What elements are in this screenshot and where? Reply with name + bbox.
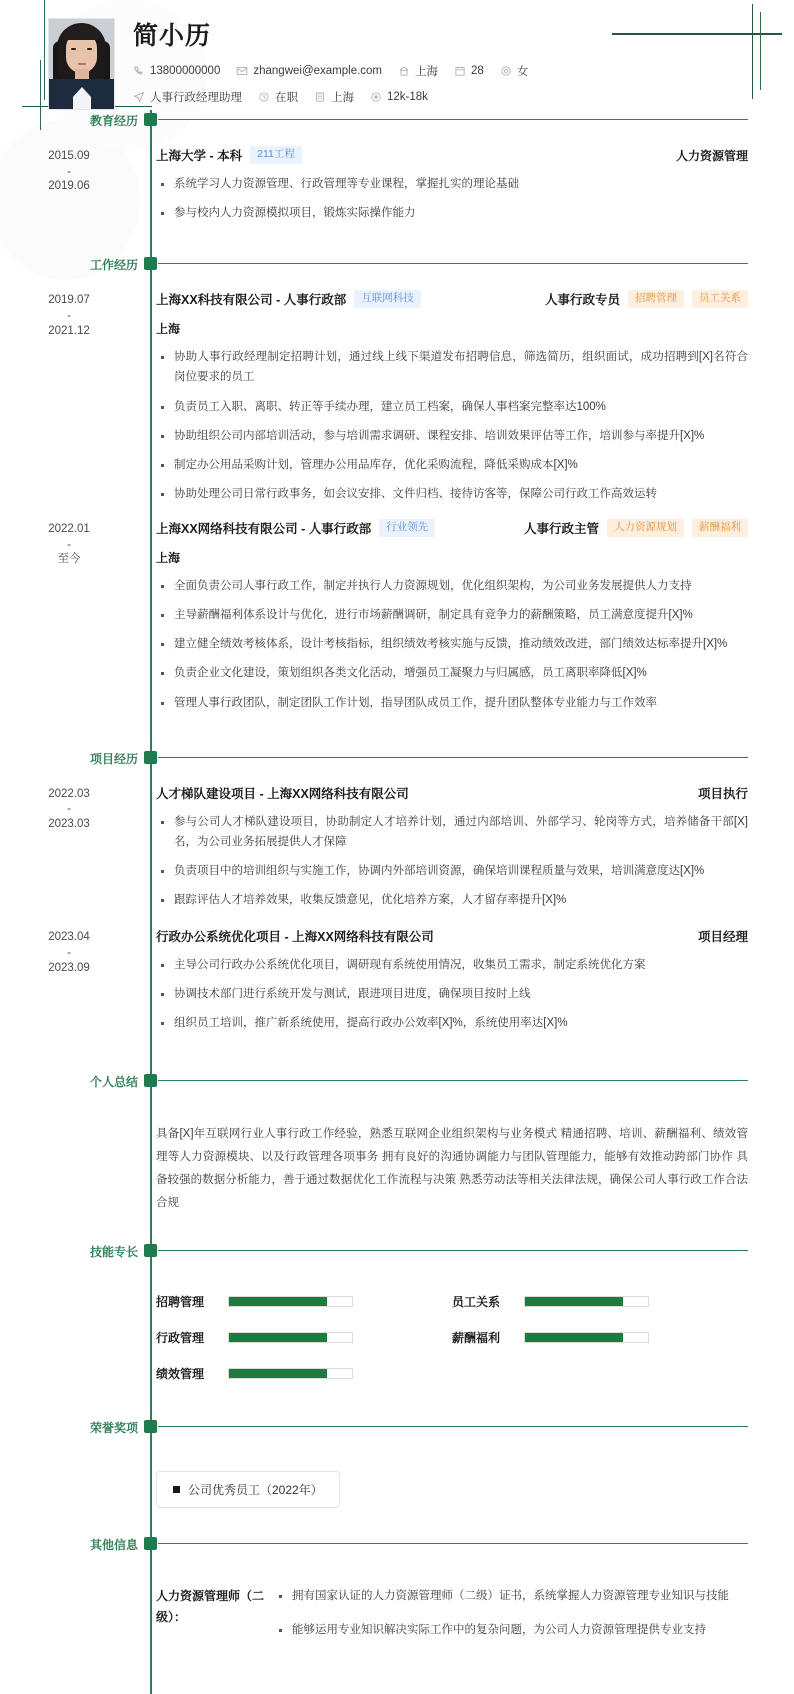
skill-progress-track — [228, 1332, 353, 1343]
date-start: 2023.04 — [48, 931, 90, 944]
skill-tag: 人力资源规划 — [607, 519, 684, 537]
job-objective-value: 人事行政经理助理 — [150, 92, 242, 104]
company-tag: 互联网科技 — [354, 290, 421, 308]
bullet-square-icon — [173, 1486, 180, 1493]
list-item: 负责企业文化建设，策划组织各类文化活动，增强员工凝聚力与归属感，员工离职率降低[X]% — [156, 663, 748, 683]
project-bullets — [156, 812, 748, 911]
job-objective — [133, 89, 242, 105]
expected-salary — [370, 91, 428, 103]
calendar-icon — [454, 65, 466, 77]
list-item: 能够运用专业知识解决实际工作中的复杂问题，为公司人力资源管理提供专业支持 — [274, 1620, 748, 1640]
school-name: 上海大学 - 本科 — [156, 149, 243, 163]
skill-item — [452, 1293, 748, 1310]
date-start: 2019.07 — [48, 294, 90, 307]
target-icon — [133, 91, 145, 103]
skill-progress-track — [524, 1296, 649, 1307]
section-title-summary: 个人总结 — [89, 1074, 138, 1089]
status-icon — [258, 91, 270, 103]
contact-email — [236, 65, 382, 77]
section-honors — [0, 1417, 794, 1508]
entry-dates — [0, 290, 138, 513]
list-item: 协调技术部门进行系统开发与测试，跟进项目进度，确保项目按时上线 — [156, 984, 748, 1004]
list-item: 建立健全绩效考核体系，设计考核指标，组织绩效考核实施与反馈，推动绩效改进，部门绩效达标率提升[X]% — [156, 634, 748, 654]
entry-dates-empty — [0, 1107, 138, 1215]
project-role: 项目经理 — [697, 930, 748, 945]
project-entry — [0, 770, 794, 920]
list-item: 管理人事行政团队，制定团队工作计划，指导团队成员工作，提升团队整体专业能力与工作效率 — [156, 693, 748, 713]
contact-age-value: 28 — [471, 65, 484, 77]
timeline-marker — [144, 1244, 157, 1257]
skill-label: 薪酬福利 — [452, 1330, 501, 1345]
section-title-skills: 技能专长 — [89, 1244, 138, 1259]
skill-item — [156, 1329, 452, 1346]
list-item: 拥有国家认证的人力资源管理师（二级）证书，系统掌握人力资源管理专业知识与技能 — [274, 1586, 748, 1606]
list-item: 参与校内人力资源模拟项目，锻炼实际操作能力 — [156, 203, 748, 223]
home-icon — [398, 65, 410, 77]
contact-city — [398, 63, 438, 79]
project-entry — [0, 919, 794, 1042]
job-title: 人事行政主管 — [523, 522, 599, 536]
timeline-marker — [144, 113, 157, 126]
job-status — [258, 89, 298, 105]
date-end: 至今 — [57, 553, 81, 566]
section-education — [0, 110, 794, 232]
work-entry — [0, 513, 794, 722]
resume-body — [0, 110, 794, 1694]
list-item: 组织员工培训，推广新系统使用，提高行政办公效率[X]%，系统使用率达[X]% — [156, 1013, 748, 1033]
date-end: 2019.06 — [48, 180, 90, 193]
skill-progress-track — [524, 1332, 649, 1343]
contact-age — [454, 65, 484, 77]
skill-item — [452, 1329, 748, 1346]
date-separator: - — [67, 803, 71, 816]
skill-progress-fill — [229, 1297, 327, 1306]
skill-progress-track — [228, 1296, 353, 1307]
date-separator: - — [67, 538, 71, 551]
company-name: 上海XX网络科技有限公司 - 人事行政部 — [156, 522, 372, 536]
section-title-other: 其他信息 — [89, 1537, 138, 1552]
major-name: 人力资源管理 — [675, 148, 748, 163]
page-title: 简小历 — [133, 22, 212, 50]
contact-email-value: zhangwei@example.com — [253, 65, 383, 77]
list-item: 跟踪评估人才培养效果，收集反馈意见，优化培养方案，人才留存率提升[X]% — [156, 890, 748, 910]
expected-salary-value: 12k-18k — [387, 91, 428, 103]
section-rule — [158, 119, 748, 120]
contact-phone-value: 13800000000 — [150, 65, 221, 77]
date-separator: - — [67, 310, 71, 323]
list-item: 全面负责公司人事行政工作，制定并执行人力资源规划，优化组织架构，为公司业务发展提供人力支持 — [156, 576, 748, 596]
entry-dates-empty — [0, 1570, 138, 1654]
date-start: 2022.01 — [48, 523, 90, 535]
list-item: 协助组织公司内部培训活动，参与培训需求调研、课程安排、培训效果评估等工作，培训参与率提升[X]% — [156, 426, 748, 446]
school-tag: 211工程 — [250, 146, 302, 164]
mail-icon — [236, 65, 248, 77]
project-name: 人才梯队建设项目 - 上海XX网络科技有限公司 — [156, 786, 409, 801]
entry-dates-empty — [0, 1277, 138, 1401]
honors-list — [156, 1453, 748, 1508]
date-end: 2023.03 — [48, 818, 90, 831]
work-location: 上海 — [156, 551, 181, 565]
company-name: 上海XX科技有限公司 - 人事行政部 — [156, 293, 347, 308]
section-title-honors: 荣誉奖项 — [89, 1420, 138, 1435]
timeline-marker — [144, 1074, 157, 1087]
section-skills — [0, 1241, 794, 1401]
summary-entry — [0, 1093, 794, 1215]
skill-tag: 薪酬福利 — [692, 519, 748, 537]
entry-dates-empty — [0, 1453, 138, 1508]
skill-progress-fill — [525, 1333, 623, 1342]
section-work — [0, 254, 794, 721]
skill-item — [156, 1293, 452, 1310]
list-item: 协助处理公司日常行政事务，如会议安排、文件归档、接待访客等，保障公司行政工作高效运转 — [156, 484, 748, 504]
section-other — [0, 1534, 794, 1654]
section-projects — [0, 748, 794, 1043]
skill-label: 员工关系 — [452, 1294, 501, 1309]
contact-gender-value: 女 — [516, 66, 529, 78]
date-start: 2022.03 — [48, 787, 90, 800]
work-bullets — [156, 347, 748, 504]
work-location: 上海 — [156, 322, 181, 337]
gender-icon — [500, 65, 512, 77]
job-title: 人事行政专员 — [544, 293, 620, 308]
skill-progress-fill — [229, 1369, 327, 1378]
section-title-work: 工作经历 — [89, 258, 138, 273]
skill-tag: 员工关系 — [692, 290, 748, 308]
certificate-label: 人力资源管理师（二级）： — [156, 1588, 265, 1624]
list-item: 参与公司人才梯队建设项目，协助制定人才培养计划，通过内部培训、外部学习、轮岗等方式，培养储备干部[X]名，为公司业务拓展提供人才保障 — [156, 812, 748, 852]
list-item: 负责员工入职、离职、转正等手续办理，建立员工档案，确保人事档案完整率达100% — [156, 397, 748, 417]
entry-dates — [0, 927, 138, 1042]
avatar — [48, 18, 115, 110]
job-city — [314, 89, 354, 105]
work-bullets — [156, 576, 748, 713]
skill-label: 行政管理 — [156, 1330, 205, 1345]
section-title-projects: 项目经历 — [89, 751, 138, 766]
timeline-marker — [144, 257, 157, 270]
honor-label: 公司优秀员工（2022年） — [188, 1482, 323, 1497]
company-tag: 行业领先 — [379, 519, 435, 537]
skill-label: 招聘管理 — [156, 1294, 205, 1309]
job-city-value: 上海 — [331, 92, 354, 104]
building-icon — [314, 91, 326, 103]
certificate-bullets — [274, 1586, 748, 1640]
skill-progress-track — [228, 1368, 353, 1379]
summary-text: 具备[X]年互联网行业人事行政工作经验，熟悉互联网企业组织架构与业务模式 精通招聘、培训、薪酬福利、绩效管理等人力资源模块、以及行政管理各项事务 拥有良好的沟通协调能力与团队管理能力，能够有效推动跨部门协作 具备较强的数据分析能力，善于通过数据优化工作流程与决策 熟悉劳动法等相关法律法规，确保公司人事行政工作合法合规 — [156, 1127, 748, 1209]
entry-dates — [0, 146, 138, 232]
date-end: 2023.09 — [48, 961, 90, 974]
timeline-marker — [144, 1420, 157, 1433]
skill-item — [156, 1365, 452, 1382]
skills-entry — [0, 1263, 794, 1401]
skill-progress-fill — [229, 1333, 327, 1342]
education-entry — [0, 132, 794, 232]
salary-icon — [370, 91, 382, 103]
project-name: 行政办公系统优化项目 - 上海XX网络科技有限公司 — [156, 930, 434, 945]
section-rule — [158, 1426, 748, 1427]
contact-phone — [133, 65, 220, 77]
timeline-marker — [144, 1537, 157, 1550]
contact-city-value: 上海 — [415, 66, 439, 78]
date-end: 2021.12 — [48, 324, 90, 337]
section-title-education: 教育经历 — [89, 114, 138, 128]
list-item: 系统学习人力资源管理、行政管理等专业课程，掌握扎实的理论基础 — [156, 174, 748, 194]
skill-progress-fill — [525, 1297, 623, 1306]
entry-dates — [0, 519, 138, 722]
section-summary — [0, 1071, 794, 1215]
date-separator: - — [67, 946, 71, 959]
job-status-value: 在职 — [275, 92, 298, 104]
date-separator: - — [67, 165, 71, 178]
phone-icon — [133, 65, 145, 77]
honor-chip — [156, 1471, 340, 1508]
contact-row-primary — [133, 63, 774, 79]
list-item: 协助人事行政经理制定招聘计划，通过线上线下渠道发布招聘信息，筛选简历，组织面试，成功招聘到[X]名符合岗位要求的员工 — [156, 347, 748, 387]
contact-gender — [500, 63, 529, 79]
honors-entry — [0, 1439, 794, 1508]
list-item: 主导薪酬福利体系设计与优化，进行市场薪酬调研，制定具有竞争力的薪酬策略，员工满意度提升[X]% — [156, 605, 748, 625]
skills-grid — [156, 1277, 748, 1401]
other-info-row — [156, 1570, 748, 1654]
list-item: 负责项目中的培训组织与实施工作，协调内外部培训资源，确保培训课程质量与效果，培训满意度达[X]% — [156, 861, 748, 881]
section-rule — [158, 1080, 748, 1081]
contact-row-secondary — [133, 89, 774, 105]
section-rule — [158, 1250, 748, 1251]
resume-header — [0, 0, 794, 110]
section-rule — [158, 263, 748, 264]
project-role: 项目执行 — [697, 786, 748, 801]
work-entry — [0, 276, 794, 513]
project-bullets — [156, 955, 748, 1033]
date-start: 2015.09 — [48, 150, 90, 162]
section-rule — [158, 1543, 748, 1544]
skill-tag: 招聘管理 — [628, 290, 684, 308]
entry-dates — [0, 784, 138, 920]
list-item: 主导公司行政办公系统优化项目，调研现有系统使用情况，收集员工需求，制定系统优化方案 — [156, 955, 748, 975]
section-rule — [158, 757, 748, 758]
list-item: 制定办公用品采购计划，管理办公用品库存，优化采购流程，降低采购成本[X]% — [156, 455, 748, 475]
timeline-marker — [144, 751, 157, 764]
skill-label: 绩效管理 — [156, 1366, 205, 1381]
other-entry — [0, 1556, 794, 1654]
education-bullets — [156, 174, 748, 223]
